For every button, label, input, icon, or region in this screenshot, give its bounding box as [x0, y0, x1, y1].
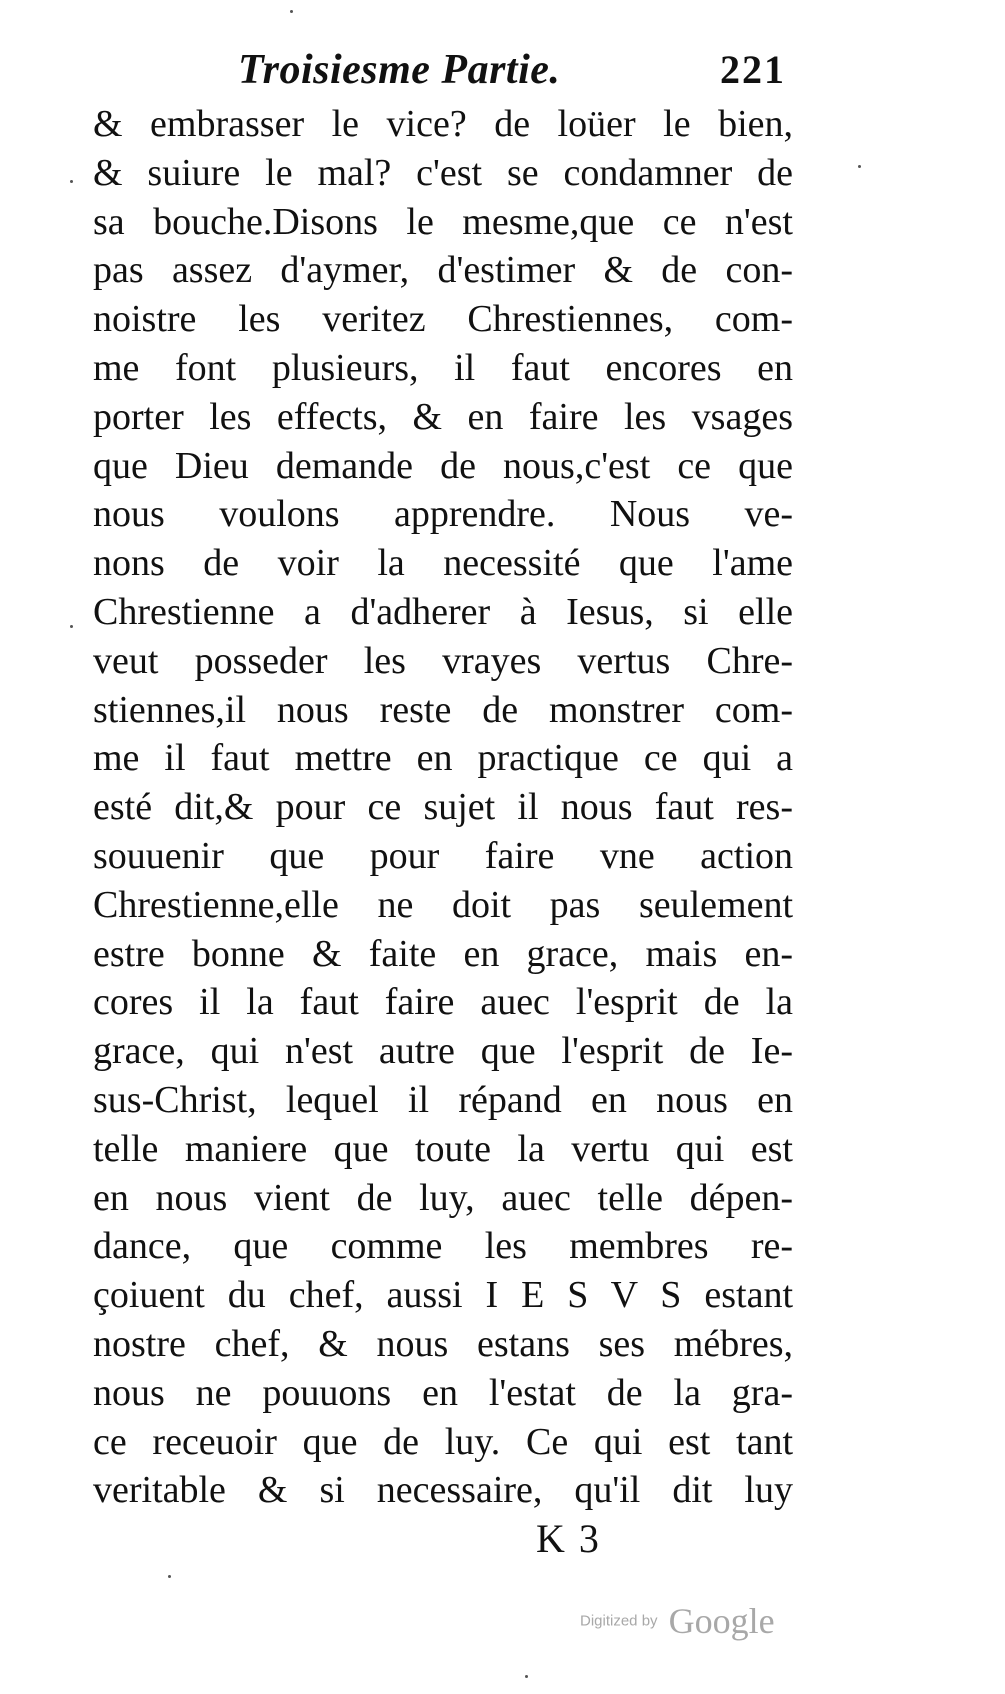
digitized-watermark [580, 1600, 775, 1644]
text-line: & embrasser le vice? de loüer le bien, [93, 103, 793, 145]
text-line: noistre les veritez Chrestiennes, com- [93, 298, 793, 341]
ink-speck [168, 1575, 171, 1578]
text-line: ce receuoir que de luy. Ce qui est tant [93, 1420, 793, 1463]
running-title: Troisiesme Partie. [238, 47, 561, 93]
google-logo: Google [668, 1601, 775, 1641]
text-line: Chrestienne,elle ne doit pas seulement [93, 883, 793, 926]
signature-mark: K 3 [536, 1516, 601, 1561]
text-line: cores il la faut faire auec l'esprit de la [93, 981, 793, 1024]
text-line: veritable & si necessaire, qu'il dit luy [93, 1469, 793, 1512]
ink-speck [70, 180, 73, 183]
page-number: 221 [720, 47, 786, 92]
text-line: en nous vient de luy, auec telle dépen- [93, 1176, 793, 1219]
text-line: estre bonne & faite en grace, mais en- [93, 932, 793, 975]
body-text [93, 100, 793, 1515]
text-line: que Dieu demande de nous,c'est ce que [93, 444, 793, 487]
text-line: nostre chef, & nous estans ses mébres, [93, 1322, 793, 1365]
watermark-prefix: Digitized by [580, 1612, 658, 1630]
text-line: nous ne pouuons en l'estat de la gra- [93, 1371, 793, 1414]
text-line: nons de voir la necessité que l'ame [93, 542, 793, 585]
text-line: porter les effects, & en faire les vsages [93, 395, 793, 438]
text-line: me font plusieurs, il faut encores en [93, 346, 793, 389]
text-line: veut posseder les vrayes vertus Chre- [93, 639, 793, 682]
text-line: me il faut mettre en practique ce qui a [93, 737, 793, 780]
text-line: telle maniere que toute la vertu qui est [93, 1127, 793, 1170]
ink-speck [525, 1675, 528, 1678]
text-line: stiennes,il nous reste de monstrer com- [93, 688, 793, 731]
ink-speck [70, 625, 73, 628]
text-line: sa bouche.Disons le mesme,que ce n'est [93, 200, 793, 243]
text-line: sus-Christ, lequel il répand en nous en [93, 1078, 793, 1121]
running-head [238, 40, 786, 102]
text-line: dance, que comme les membres re- [93, 1225, 793, 1268]
ink-speck [858, 165, 861, 168]
text-line: grace, qui n'est autre que l'esprit de Ie- [93, 1030, 793, 1073]
text-line: pas assez d'aymer, d'estimer & de con- [93, 249, 793, 292]
ink-speck [290, 10, 293, 13]
text-line: Chrestienne a d'adherer à Iesus, si elle [93, 590, 793, 633]
text-line: çoiuent du chef, aussi I E S V S estant [93, 1274, 793, 1317]
text-line: nous voulons apprendre. Nous ve- [93, 493, 793, 536]
text-line: & suiure le mal? c'est se condamner de [93, 151, 793, 194]
text-line: esté dit,& pour ce sujet il nous faut res- [93, 786, 793, 829]
text-line: souuenir que pour faire vne action [93, 834, 793, 877]
